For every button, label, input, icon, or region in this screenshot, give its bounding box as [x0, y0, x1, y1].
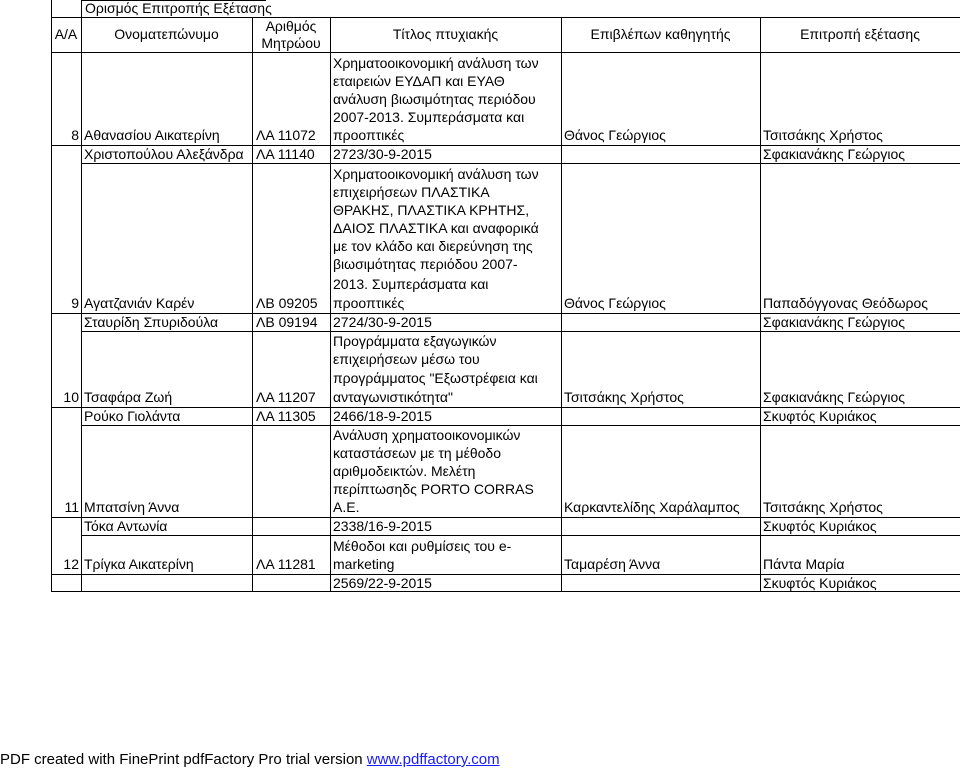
- student-name: Μπατσίνη Άννα: [84, 499, 180, 515]
- thesis-title-line: προοπτικές: [333, 295, 405, 311]
- row-number: 9: [71, 295, 79, 311]
- grid-line: [561, 17, 562, 592]
- thesis-title-line: Α.Ε.: [333, 499, 360, 515]
- registration-number: ΛΑ 11305: [256, 408, 316, 424]
- registration-number: ΛΑ 11281: [256, 556, 316, 572]
- committee-member: Τσιτσάκης Χρήστος: [763, 127, 883, 143]
- header-committee: Επιτροπή εξέτασης: [800, 26, 920, 42]
- thesis-title-line: Προγράμματα εξαγωγικών: [333, 333, 497, 349]
- thesis-title-line: ΔΑΙΟΣ ΠΛΑΣΤΙΚΑ και αναφορικά: [333, 220, 539, 236]
- student-name: Τρίγκα Αικατερίνη: [84, 556, 194, 572]
- committee-member: Σφακιανάκης Γεώργιος: [763, 146, 906, 162]
- supervisor: Καρκαντελίδης Χαράλαμπος: [564, 499, 740, 515]
- protocol-number: 2724/30-9-2015: [333, 314, 432, 330]
- grid-line: [330, 17, 331, 592]
- thesis-title-line: επιχειρήσεων ΠΛΑΣΤΙΚΑ: [333, 184, 490, 200]
- thesis-title-line: Ανάλυση χρηματοοικονομικών: [333, 427, 521, 443]
- pdffactory-link[interactable]: www.pdffactory.com: [366, 751, 500, 768]
- supervisor: Ταμαρέση Άννα: [564, 556, 661, 572]
- thesis-title-line: ΘΡΑΚΗΣ, ΠΛΑΣΤΙΚΑ ΚΡΗΤΗΣ,: [333, 202, 530, 218]
- committee-member: Σφακιανάκης Γεώργιος: [763, 314, 906, 330]
- student-name: Τόκα Αντωνία: [84, 518, 168, 534]
- committee-member: Σκυφτός Κυριάκος: [763, 575, 877, 591]
- thesis-title-line: προοπτικές: [333, 127, 405, 143]
- supervisor: Θάνος Γεώργιος: [564, 295, 666, 311]
- header-name: Ονοματεπώνυμο: [114, 26, 219, 42]
- supervisor: Τσιτσάκης Χρήστος: [564, 389, 684, 405]
- student-name: Σταυρίδη Σπυριδούλα: [84, 314, 219, 330]
- header-reg-line2: Μητρώου: [261, 35, 321, 51]
- student-name: Χριστοπούλου Αλεξάνδρα: [84, 146, 244, 162]
- thesis-title-line: με τον κλάδο και διερεύνηση της: [333, 238, 533, 254]
- thesis-title-line: ανταγωνιστικότητα": [333, 389, 453, 405]
- student-name: Ρούκο Γιολάντα: [84, 408, 181, 424]
- header-supervisor: Επιβλέπων καθηγητής: [590, 26, 731, 42]
- student-name: Τσαφάρα Ζωή: [84, 389, 173, 405]
- grid-line: [252, 17, 253, 592]
- pdf-watermark-footer: [0, 751, 500, 768]
- committee-member: Τσιτσάκης Χρήστος: [763, 499, 883, 515]
- registration-number: ΛΒ 09194: [256, 314, 318, 330]
- row-number: 10: [63, 389, 79, 405]
- header-title: Τίτλος πτυχιακής: [392, 26, 499, 42]
- committee-member: Πάντα Μαρία: [763, 556, 845, 572]
- committee-member: Σκυφτός Κυριάκος: [763, 408, 877, 424]
- thesis-title-line: επιχειρήσεων μέσω του: [333, 351, 480, 367]
- grid-line: [81, 535, 960, 536]
- thesis-title-line: 2013. Συμπεράσματα και: [333, 276, 489, 292]
- footer-text: PDF created with FinePrint pdfFactory Pro trial version: [0, 751, 367, 768]
- grid-line: [81, 163, 960, 164]
- thesis-title-line: Χρηματοοικονομική ανάλυση των: [333, 166, 539, 182]
- protocol-number: 2466/18-9-2015: [333, 408, 432, 424]
- registration-number: ΛΑ 11140: [256, 146, 315, 162]
- protocol-number: 2338/16-9-2015: [333, 518, 432, 534]
- header-aa: Α/Α: [54, 26, 78, 42]
- thesis-title-line: προγράμματος "Εξωστρέφεια και: [333, 370, 538, 386]
- thesis-title-line: βιωσιμότητας περιόδου 2007-: [333, 256, 518, 272]
- header-reg-line1: Αριθμός: [265, 18, 317, 34]
- row-number: 12: [63, 556, 79, 572]
- row-number: 11: [64, 499, 79, 515]
- grid-line: [81, 331, 960, 332]
- protocol-number: 2723/30-9-2015: [333, 146, 432, 162]
- grid-line: [81, 0, 82, 592]
- grid-line: [51, 52, 960, 53]
- registration-number: ΛΑ 11072: [256, 127, 316, 143]
- thesis-title-line: 2007-2013. Συμπεράσματα και: [333, 109, 525, 125]
- registration-number: ΛΒ 09205: [256, 295, 318, 311]
- thesis-title-line: Χρηματοοικονομική ανάλυση των: [333, 55, 539, 71]
- thesis-title-line: marketing: [333, 556, 395, 572]
- grid-line: [760, 17, 761, 592]
- thesis-title-line: περίπτωσηδς PORTO CORRAS: [333, 481, 534, 497]
- supervisor: Θάνος Γεώργιος: [564, 127, 666, 143]
- committee-member: Σφακιανάκης Γεώργιος: [763, 389, 906, 405]
- student-name: Αθανασίου Αικατερίνη: [84, 127, 220, 143]
- registration-number: ΛΑ 11207: [256, 389, 316, 405]
- committee-member: Σκυφτός Κυριάκος: [763, 518, 877, 534]
- student-name: Αγατζανιάν Καρέν: [84, 295, 195, 311]
- committee-member: Παπαδόγγονας Θεόδωρος: [763, 295, 928, 311]
- thesis-title-line: αριθμοδεικτών. Μελέτη: [333, 463, 476, 479]
- grid-line: [51, 17, 960, 18]
- section-label: Ορισμός Επιτροπής Εξέτασης: [85, 0, 272, 16]
- thesis-title-line: Μέθοδοι και ρυθμίσεις του e-: [333, 538, 512, 554]
- protocol-number: 2569/22-9-2015: [333, 575, 432, 591]
- thesis-title-line: εταιρειών ΕΥΔΑΠ και ΕΥΑΘ: [333, 73, 505, 89]
- grid-line: [81, 425, 960, 426]
- row-number: 8: [71, 127, 79, 143]
- thesis-title-line: καταστάσεων με τη μέθοδο: [333, 445, 501, 461]
- thesis-title-line: ανάλυση βιωσιμότητας περιόδου: [333, 91, 536, 107]
